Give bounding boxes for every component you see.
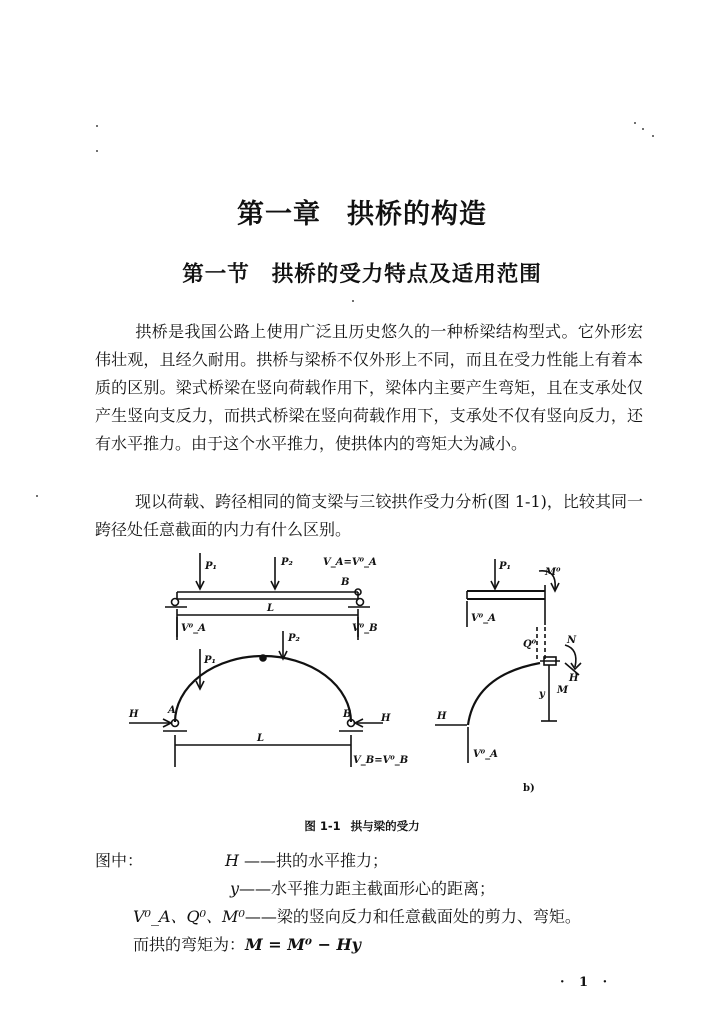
legend-v-desc: ——梁的竖向反力和任意截面处的剪力、弯矩。 [244, 907, 581, 926]
arch-h-right-label: H [381, 713, 391, 724]
scan-speck [96, 125, 98, 127]
section-title [0, 257, 724, 288]
scan-speck [36, 495, 38, 497]
fb-q0-label: Q⁰ [523, 639, 537, 650]
scan-speck [96, 150, 98, 152]
chapter-title [0, 192, 724, 231]
paragraph-2-text: 现以荷载、跨径相同的简支梁与三铰拱作受力分析(图 1-1)，比较其同一跨径处任意截面的内力有什么区别。 [95, 492, 643, 539]
free-body-diagram [435, 559, 581, 763]
scan-speck [634, 122, 636, 124]
legend-row-v [133, 903, 581, 931]
fb-m0-label: M⁰ [545, 567, 561, 578]
fb-va0-bottom-label: V⁰_A [473, 749, 498, 760]
arch-h-left-label: H [129, 709, 139, 720]
fb-m-label: M [557, 685, 569, 696]
figure-caption-number: 图 1-1 [304, 819, 341, 833]
scan-speck [352, 300, 354, 302]
figure-caption [0, 818, 724, 834]
legend-row-h [225, 847, 388, 875]
fb-va0-top-label: V⁰_A [471, 613, 496, 624]
fb-h-left-label: H [437, 711, 447, 722]
beam-p2-label: P₂ [281, 557, 293, 568]
beam-p1-label: P₁ [205, 561, 217, 572]
subfigure-b-label: b) [523, 783, 535, 794]
fb-y-label: y [539, 689, 545, 700]
arch-b-label: B [343, 709, 352, 720]
chapter-name: 拱桥的构造 [347, 199, 487, 230]
arch-p2-label: P₂ [288, 633, 300, 644]
moment-prefix: 而拱的弯矩为： [133, 935, 246, 954]
paragraph-2 [95, 488, 643, 544]
beam-span-label: L [267, 603, 275, 614]
beam-va-eq-label: V_A=V⁰_A [323, 557, 377, 568]
legend-y-symbol: y [230, 879, 240, 898]
fb-h-label: H [569, 673, 579, 684]
arch-p1-label: P₁ [204, 655, 216, 666]
moment-equation [133, 931, 361, 959]
beam-b-label: B [341, 577, 350, 588]
fb-p1-label: P₁ [499, 561, 511, 572]
figure-1-1 [95, 545, 579, 807]
section-name: 拱桥的受力特点及适用范围 [271, 262, 542, 287]
arch-span-label: L [257, 733, 265, 744]
arch-a-label: A [168, 705, 176, 716]
arch-vb-eq-label: V_B=V⁰_B [353, 755, 409, 766]
legend-h-desc: ——拱的水平推力； [244, 851, 389, 870]
legend-y-desc: ——水平推力距主截面形心的距离； [239, 879, 496, 898]
moment-formula: M = M⁰ − Hy [245, 935, 361, 954]
legend-h-symbol: H [225, 851, 239, 870]
scan-speck [642, 128, 644, 130]
figure-caption-text: 拱与梁的受力 [350, 819, 420, 833]
beam-vb0-label: V⁰_B [352, 623, 378, 634]
page-number: · 1 · [560, 975, 613, 990]
chapter-number: 第一章 [237, 199, 321, 230]
legend-v-symbols: V⁰_A、Q⁰、M⁰ [133, 907, 245, 926]
paragraph-1-text: 拱桥是我国公路上使用广泛且历史悠久的一种桥梁结构型式。它外形宏伟壮观，且经久耐用。拱桥与梁桥不仅外形上不同，而且在受力性能上有着本质的区别。梁式桥梁在竖向荷载作用下，梁体内主要产生弯矩，且在支承处仅产生竖向支反力，而拱式桥梁在竖向荷载作用下，支承处不仅有竖向反力，还有水平推力。由于这个水平推力，使拱体内的弯矩大为减小。 [95, 322, 643, 453]
fb-n-label: N [567, 635, 577, 646]
arch-diagram [129, 631, 383, 767]
beam-va0-label: V⁰_A [181, 623, 206, 634]
scan-speck [652, 135, 654, 137]
paragraph-1 [95, 318, 643, 458]
legend-row-y [230, 875, 495, 903]
section-number: 第一节 [182, 262, 250, 287]
legend-label: 图中： [95, 851, 144, 870]
